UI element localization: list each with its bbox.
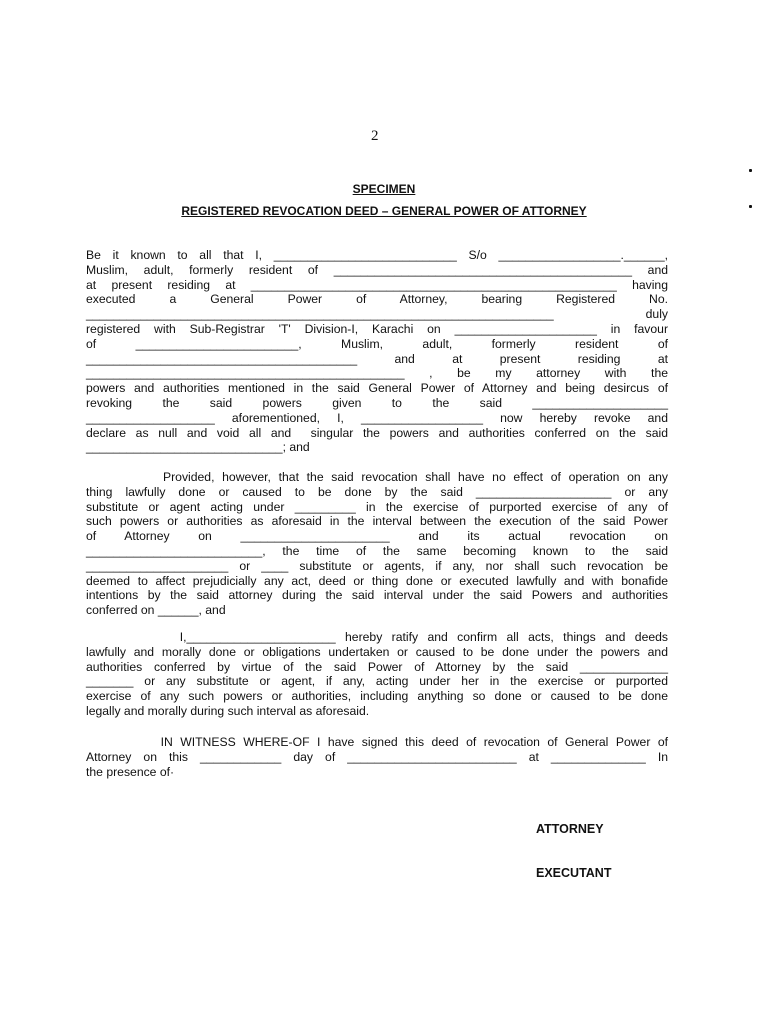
text-line: powers and authorities mentioned in the said General Power of Attorney and being desircus of (86, 381, 668, 396)
text-line: of Attorney on ______________________ and its actual revocation on (86, 529, 668, 544)
executant-label: EXECUTANT (536, 866, 612, 880)
text-line: I,______________________ hereby ratify and confirm all acts, things and deeds (86, 630, 668, 644)
text-line: ________________________________________ and at present residing at (86, 351, 668, 366)
text-line: _____________________________________________________________________ duly (86, 307, 668, 322)
text-line: exercise of any such powers or authorities, including anything so done or caused to be done (86, 689, 668, 704)
text-line: Provided, however, that the said revocation shall have no effect of operation on any (86, 470, 668, 484)
scan-mark (749, 205, 752, 208)
text-line: revoking the said powers given to the said ____________________ (86, 396, 668, 410)
text-line: conferred on ______, and (86, 603, 226, 618)
text-line: Muslim, adult, formerly resident of ____________________________________________ and (86, 262, 668, 277)
text-line: _______________________________________________ , be my attorney with the (86, 366, 668, 381)
text-line: _____________________________; and (86, 440, 310, 455)
text-line: of ________________________, Muslim, adult, formerly resident of (86, 336, 668, 351)
text-line: authorities conferred by virtue of the said Power of Attorney by the said _____________ (86, 659, 668, 674)
text-line: ___________________ aforementioned, I, __________________ now hereby revoke and (86, 410, 668, 425)
text-line: __________________________, the time of the same becoming known to the said (86, 544, 668, 558)
text-line: such powers or authorities as aforesaid in the interval between the execution of the said Power (86, 514, 668, 529)
text-line: executed a General Power of Attorney, bearing Registered No. (86, 292, 668, 307)
attorney-label: ATTORNEY (536, 822, 604, 836)
text-line: IN WITNESS WHERE-OF I have signed this deed of revocation of General Power of (86, 735, 668, 749)
text-line: _______ or any substitute or agent, if any, acting under her in the exercise or purported (86, 674, 668, 689)
specimen-heading: SPECIMEN (352, 182, 416, 196)
text-line: declare as null and void all and singular the powers and authorities conferred on the said (86, 425, 668, 440)
page-number: 2 (371, 128, 379, 144)
document-title: REGISTERED REVOCATION DEED – GENERAL POWER OF ATTORNEY (181, 204, 587, 218)
text-line: the presence of· (86, 764, 175, 779)
scan-mark (749, 169, 752, 172)
text-line: at present residing at ______________________________________________________ having (86, 277, 668, 292)
text-line: thing lawfully done or caused to be done by the said ____________________ or any (86, 484, 668, 499)
text-line: _____________________ or ____ substitute or agents, if any, nor shall such revocation be (86, 558, 668, 573)
text-line: Be it known to all that I, ___________________________ S/o __________________.______, (86, 248, 668, 262)
text-line: deemed to affect prejudicially any act, deed or thing done or executed lawfully and with bonafide (86, 573, 668, 588)
text-line: registered with Sub-Registrar 'T' Division-I, Karachi on _____________________ in favour (86, 322, 668, 336)
text-line: Attorney on this ____________ day of _________________________ at ______________ In (86, 749, 668, 764)
text-line: lawfully and morally done or obligations undertaken or caused to be done under the powers and (86, 644, 668, 659)
text-line: substitute or agent acting under _________ in the exercise of purported exercise of any of (86, 499, 668, 514)
text-line: legally and morally during such interval as aforesaid. (86, 704, 370, 718)
text-line: intentions by the said attorney during the said interval under the said Powers and authorities (86, 588, 668, 603)
